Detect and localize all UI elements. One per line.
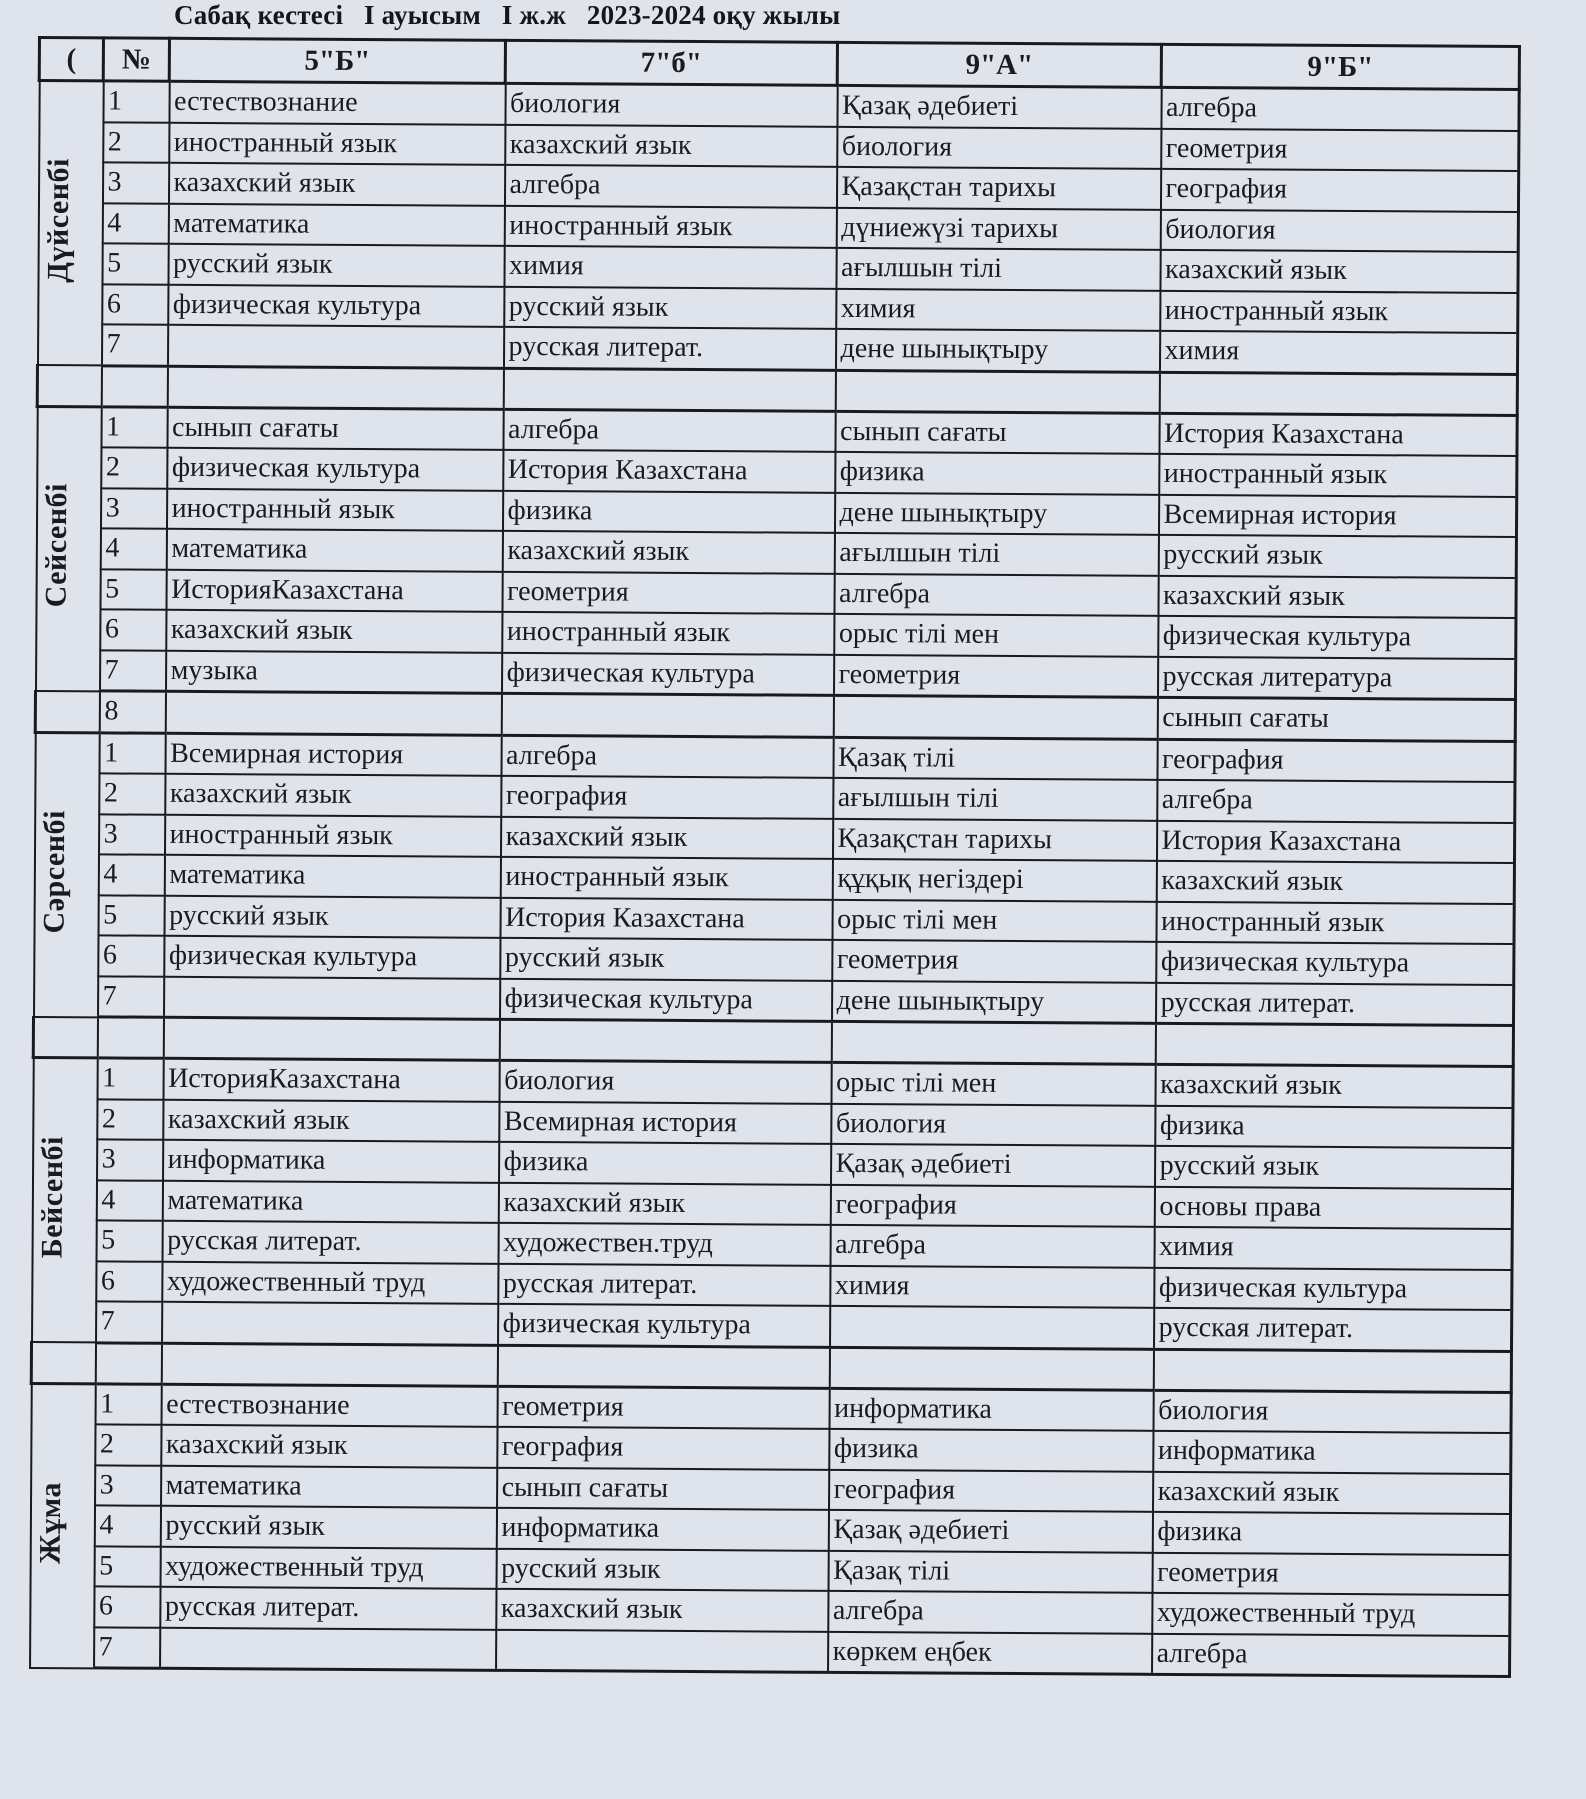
empty-cell xyxy=(503,368,835,411)
lesson-cell: дене шынықтыру xyxy=(831,980,1155,1023)
empty-cell xyxy=(1153,1349,1511,1392)
day-cell-wednesday xyxy=(34,732,100,1017)
day-label: Жұма xyxy=(33,1481,67,1564)
lesson-cell: география xyxy=(829,1469,1153,1511)
empty-cell xyxy=(835,370,1159,413)
lesson-cell xyxy=(833,695,1157,738)
lesson-cell: ағылшын тілі xyxy=(833,778,1157,820)
lesson-cell: казахский язык xyxy=(163,1099,499,1142)
timetable-sheet xyxy=(28,36,1521,1678)
lesson-number: 8 xyxy=(99,691,165,733)
lesson-cell: физическая культура xyxy=(168,284,504,327)
lesson-cell: математика xyxy=(164,855,500,898)
lesson-cell: физика xyxy=(829,1429,1153,1471)
timetable-body xyxy=(30,81,1520,1677)
lesson-cell: русский язык xyxy=(504,286,836,329)
lesson-cell: геометрия xyxy=(1161,128,1519,171)
day-label: Дүйсенбі xyxy=(40,157,75,283)
lesson-number: 3 xyxy=(97,1139,163,1180)
lesson-number: 3 xyxy=(95,1465,161,1506)
lesson-cell: естествознание xyxy=(169,81,505,124)
empty-cell xyxy=(163,1017,499,1060)
lesson-cell: информатика xyxy=(829,1388,1153,1431)
lesson-number: 4 xyxy=(102,203,168,244)
lesson-cell: физическая культура xyxy=(1156,942,1514,985)
lesson-cell: физика xyxy=(499,1142,831,1185)
lesson-cell: Всемирная история xyxy=(499,1101,831,1144)
lesson-cell: география xyxy=(1160,169,1518,212)
lesson-number: 3 xyxy=(100,488,166,529)
lesson-cell xyxy=(830,1306,1154,1349)
lesson-cell: математика xyxy=(161,1465,497,1508)
lesson-cell: сынып сағаты xyxy=(497,1467,829,1510)
lesson-cell xyxy=(164,976,500,1019)
lesson-cell: алгебра xyxy=(1161,87,1519,130)
lesson-cell: русский язык xyxy=(1158,535,1516,578)
lesson-cell: физическая культура xyxy=(500,978,832,1021)
lesson-cell: биология xyxy=(505,83,837,126)
lesson-cell: алгебра xyxy=(503,409,835,452)
lesson-number: 4 xyxy=(96,1180,162,1221)
empty-cell xyxy=(97,1017,163,1058)
lesson-number: 6 xyxy=(96,1261,162,1302)
lesson-cell: художественный труд xyxy=(1152,1593,1510,1636)
lesson-cell: математика xyxy=(168,203,504,246)
lesson-cell: математика xyxy=(162,1180,498,1223)
lesson-cell: химия xyxy=(1159,331,1517,374)
lesson-number: 1 xyxy=(103,81,169,122)
lesson-cell: информатика xyxy=(1153,1431,1511,1474)
lesson-cell: химия xyxy=(504,246,836,289)
lesson-number: 5 xyxy=(102,243,168,284)
lesson-number: 2 xyxy=(95,1424,161,1465)
lesson-number: 3 xyxy=(99,814,165,855)
lesson-cell: ағылшын тілі xyxy=(836,248,1160,290)
lesson-cell: русская литерат. xyxy=(1154,1308,1512,1351)
lesson-cell: казахский язык xyxy=(161,1425,497,1468)
lesson-cell xyxy=(167,325,503,368)
lesson-number: 4 xyxy=(94,1505,160,1546)
header-class-7b: 7"б" xyxy=(505,40,837,85)
lesson-number: 5 xyxy=(100,569,166,610)
lesson-cell: основы права xyxy=(1154,1186,1512,1229)
lesson-cell: естествознание xyxy=(161,1384,497,1427)
lesson-cell: казахский язык xyxy=(1153,1471,1511,1514)
lesson-number: 1 xyxy=(95,1383,161,1424)
lesson-cell: биология xyxy=(499,1060,831,1103)
lesson-cell: сынып сағаты xyxy=(1157,697,1515,741)
lesson-cell: казахский язык xyxy=(502,531,834,574)
lesson-cell: казахский язык xyxy=(505,124,837,167)
schedule-title: Сабақ кестесі I ауысым I ж.ж 2023-2024 оқу жылы xyxy=(174,0,841,30)
lesson-cell: Қазақстан тарихы xyxy=(832,818,1156,860)
lesson-cell: география xyxy=(1157,739,1515,782)
lesson-cell: физическая культура xyxy=(501,652,833,695)
lesson-cell: русская литерат. xyxy=(503,327,835,370)
lesson-cell: биология xyxy=(837,126,1161,168)
lesson-cell: Қазақ тілі xyxy=(833,737,1157,780)
lesson-cell: физическая культура xyxy=(1154,1267,1512,1310)
day-cell-tuesday xyxy=(36,406,102,691)
lesson-cell: биология xyxy=(831,1103,1155,1145)
lesson-cell: иностранный язык xyxy=(504,205,836,248)
timetable xyxy=(28,36,1521,1678)
lesson-cell: русский язык xyxy=(500,938,832,981)
lesson-cell: геометрия xyxy=(833,654,1157,697)
lesson-cell xyxy=(496,1629,828,1672)
lesson-cell: геометрия xyxy=(502,571,834,614)
lesson-cell: Всемирная история xyxy=(1158,494,1516,537)
lesson-cell: дүниежүзі тарихы xyxy=(836,207,1160,249)
lesson-cell: физическая культура xyxy=(1158,616,1516,659)
lesson-cell: русский язык xyxy=(160,1506,496,1549)
lesson-cell xyxy=(501,693,833,737)
lesson-cell: сынып сағаты xyxy=(835,411,1159,454)
lesson-number: 1 xyxy=(101,406,167,447)
lesson-cell: русская литерат. xyxy=(498,1263,830,1306)
lesson-number: 5 xyxy=(94,1546,160,1587)
lesson-cell: алгебра xyxy=(834,573,1158,615)
lesson-cell: алгебра xyxy=(501,735,833,778)
empty-cell xyxy=(497,1345,829,1388)
lesson-cell: физика xyxy=(1152,1512,1510,1555)
lesson-cell: алгебра xyxy=(1157,780,1515,823)
empty-cell xyxy=(33,1016,97,1057)
lesson-cell: иностранный язык xyxy=(500,857,832,900)
lesson-cell: биология xyxy=(1153,1390,1511,1433)
lesson-cell: иностранный язык xyxy=(502,612,834,655)
empty-cell xyxy=(31,1342,95,1383)
lesson-cell: иностранный язык xyxy=(1159,454,1517,497)
lesson-cell: казахский язык xyxy=(166,610,502,653)
header-number: № xyxy=(103,38,169,81)
lesson-cell: русская литерат. xyxy=(1155,982,1513,1025)
lesson-cell: русская литература xyxy=(1157,656,1515,699)
lesson-cell: физическая культура xyxy=(498,1304,830,1347)
header-class-9b: 9"Б" xyxy=(1161,44,1519,89)
lesson-number: 4 xyxy=(100,528,166,569)
lesson-number: 1 xyxy=(97,1058,163,1099)
lesson-cell: алгебра xyxy=(1152,1633,1510,1676)
lesson-cell: химия xyxy=(830,1265,1154,1307)
lesson-cell xyxy=(162,1302,498,1345)
day-cell-thursday xyxy=(32,1057,98,1342)
empty-cell xyxy=(95,1342,161,1383)
lesson-number: 6 xyxy=(98,935,164,976)
lesson-cell: История Казахстана xyxy=(1156,820,1514,863)
lesson-cell: геометрия xyxy=(497,1386,829,1429)
lesson-cell: иностранный язык xyxy=(1160,290,1518,333)
lesson-cell: дене шынықтыру xyxy=(835,329,1159,372)
empty-cell xyxy=(829,1347,1153,1390)
lesson-cell: физика xyxy=(502,490,834,533)
lesson-number: 7 xyxy=(101,324,167,365)
lesson-cell: алгебра xyxy=(828,1591,1152,1633)
lesson-cell: география xyxy=(497,1427,829,1470)
lesson-cell: История Казахстана xyxy=(1159,413,1517,456)
lesson-cell: Қазақ әдебиеті xyxy=(837,85,1161,128)
lesson-cell: русская литерат. xyxy=(162,1221,498,1264)
lesson-cell: русская литерат. xyxy=(160,1587,496,1630)
lesson-cell: русский язык xyxy=(164,895,500,938)
lesson-cell: казахский язык xyxy=(1158,575,1516,618)
empty-cell xyxy=(499,1019,831,1062)
lesson-cell: физическая культура xyxy=(164,936,500,979)
lesson-cell: сынып сағаты xyxy=(167,407,503,450)
lesson-cell: география xyxy=(501,776,833,819)
lesson-cell: художествен.труд xyxy=(498,1223,830,1266)
lesson-cell: Қазақ тілі xyxy=(828,1550,1152,1592)
lesson-number: 6 xyxy=(94,1586,160,1627)
lesson-number: 3 xyxy=(102,162,168,203)
empty-cell xyxy=(1159,372,1517,415)
lesson-cell: химия xyxy=(1154,1227,1512,1270)
lesson-number: 7 xyxy=(96,1301,162,1342)
lesson-number: 7 xyxy=(94,1627,160,1668)
lesson-number: 7 xyxy=(98,976,164,1017)
lesson-cell: дене шынықтыру xyxy=(834,492,1158,534)
lesson-cell: художественный труд xyxy=(160,1546,496,1589)
header-class-9a: 9"А" xyxy=(837,42,1161,87)
lesson-cell: химия xyxy=(836,288,1160,330)
lesson-number: 6 xyxy=(102,284,168,325)
lesson-cell: русский язык xyxy=(1154,1146,1512,1189)
day-cell-monday xyxy=(37,81,103,366)
day-cell-friday xyxy=(30,1383,96,1668)
lesson-cell: ағылшын тілі xyxy=(834,533,1158,575)
lesson-number: 5 xyxy=(98,895,164,936)
empty-cell xyxy=(831,1021,1155,1064)
lesson-cell: казахский язык xyxy=(168,163,504,206)
lesson-cell: Қазақ әдебиеті xyxy=(828,1510,1152,1552)
lesson-cell: құқық негіздері xyxy=(832,859,1156,901)
lesson-number: 7 xyxy=(100,650,166,691)
lesson-cell: казахский язык xyxy=(1156,861,1514,904)
lesson-cell: геометрия xyxy=(832,940,1156,982)
lesson-cell: художественный труд xyxy=(162,1261,498,1304)
lesson-number: 1 xyxy=(99,732,165,773)
lesson-number: 4 xyxy=(98,854,164,895)
day-label: Сейсенбі xyxy=(39,483,73,608)
day-label: Сәрсенбі xyxy=(37,809,71,934)
header-corner: ( xyxy=(39,38,103,81)
lesson-cell: казахский язык xyxy=(498,1182,830,1225)
lesson-cell: Всемирная история xyxy=(165,733,501,776)
lesson-number: 2 xyxy=(103,122,169,163)
lesson-cell: биология xyxy=(1160,209,1518,252)
lesson-cell: математика xyxy=(166,529,502,572)
lesson-cell: казахский язык xyxy=(1155,1064,1513,1107)
lesson-cell: алгебра xyxy=(830,1225,1154,1267)
lesson-cell: казахский язык xyxy=(1160,250,1518,293)
lesson-cell: казахский язык xyxy=(500,816,832,859)
lesson-number: 2 xyxy=(101,447,167,488)
lesson-cell: иностранный язык xyxy=(169,122,505,165)
lesson-cell: орыс тілі мен xyxy=(834,614,1158,656)
lesson-cell: орыс тілі мен xyxy=(831,1062,1155,1105)
lesson-cell: Қазақ әдебиеті xyxy=(830,1144,1154,1186)
lesson-cell: география xyxy=(830,1184,1154,1226)
lesson-cell: иностранный язык xyxy=(165,814,501,857)
header-class-5b: 5"Б" xyxy=(169,38,505,83)
lesson-row xyxy=(30,1626,1510,1676)
lesson-cell: ИсторияКазахстана xyxy=(163,1058,499,1101)
lesson-cell: музыка xyxy=(165,650,501,693)
lesson-cell: иностранный язык xyxy=(166,488,502,531)
empty-cell xyxy=(167,366,503,409)
lesson-cell: русский язык xyxy=(496,1548,828,1591)
lesson-cell: иностранный язык xyxy=(1156,901,1514,944)
lesson-cell: геометрия xyxy=(1152,1552,1510,1595)
lesson-cell: информатика xyxy=(496,1508,828,1551)
lesson-cell xyxy=(165,691,501,735)
empty-cell xyxy=(161,1343,497,1386)
lesson-number: 6 xyxy=(100,609,166,650)
lesson-cell: физическая культура xyxy=(167,448,503,491)
empty-cell xyxy=(1155,1023,1513,1066)
lesson-cell: ИсторияКазахстана xyxy=(166,569,502,612)
lesson-cell: История Казахстана xyxy=(503,450,835,493)
lesson-cell: көркем еңбек xyxy=(828,1631,1152,1674)
lesson-cell: алгебра xyxy=(504,165,836,208)
lesson-cell: казахский язык xyxy=(165,774,501,817)
lesson-number: 5 xyxy=(96,1220,162,1261)
lesson-cell: казахский язык xyxy=(496,1589,828,1632)
lesson-cell: Қазақстан тарихы xyxy=(836,167,1160,209)
lesson-cell: орыс тілі мен xyxy=(832,899,1156,941)
lesson-cell: информатика xyxy=(163,1140,499,1183)
lesson-cell xyxy=(160,1627,496,1670)
empty-cell xyxy=(37,365,101,406)
lesson-cell: История Казахстана xyxy=(500,897,832,940)
day-cell-empty xyxy=(35,690,99,732)
lesson-cell: русский язык xyxy=(168,244,504,287)
lesson-cell: физика xyxy=(1155,1105,1513,1148)
lesson-cell: физика xyxy=(835,452,1159,494)
empty-cell xyxy=(101,365,167,406)
lesson-number: 2 xyxy=(99,773,165,814)
day-label: Бейсенбі xyxy=(35,1135,69,1259)
lesson-number: 2 xyxy=(97,1099,163,1140)
